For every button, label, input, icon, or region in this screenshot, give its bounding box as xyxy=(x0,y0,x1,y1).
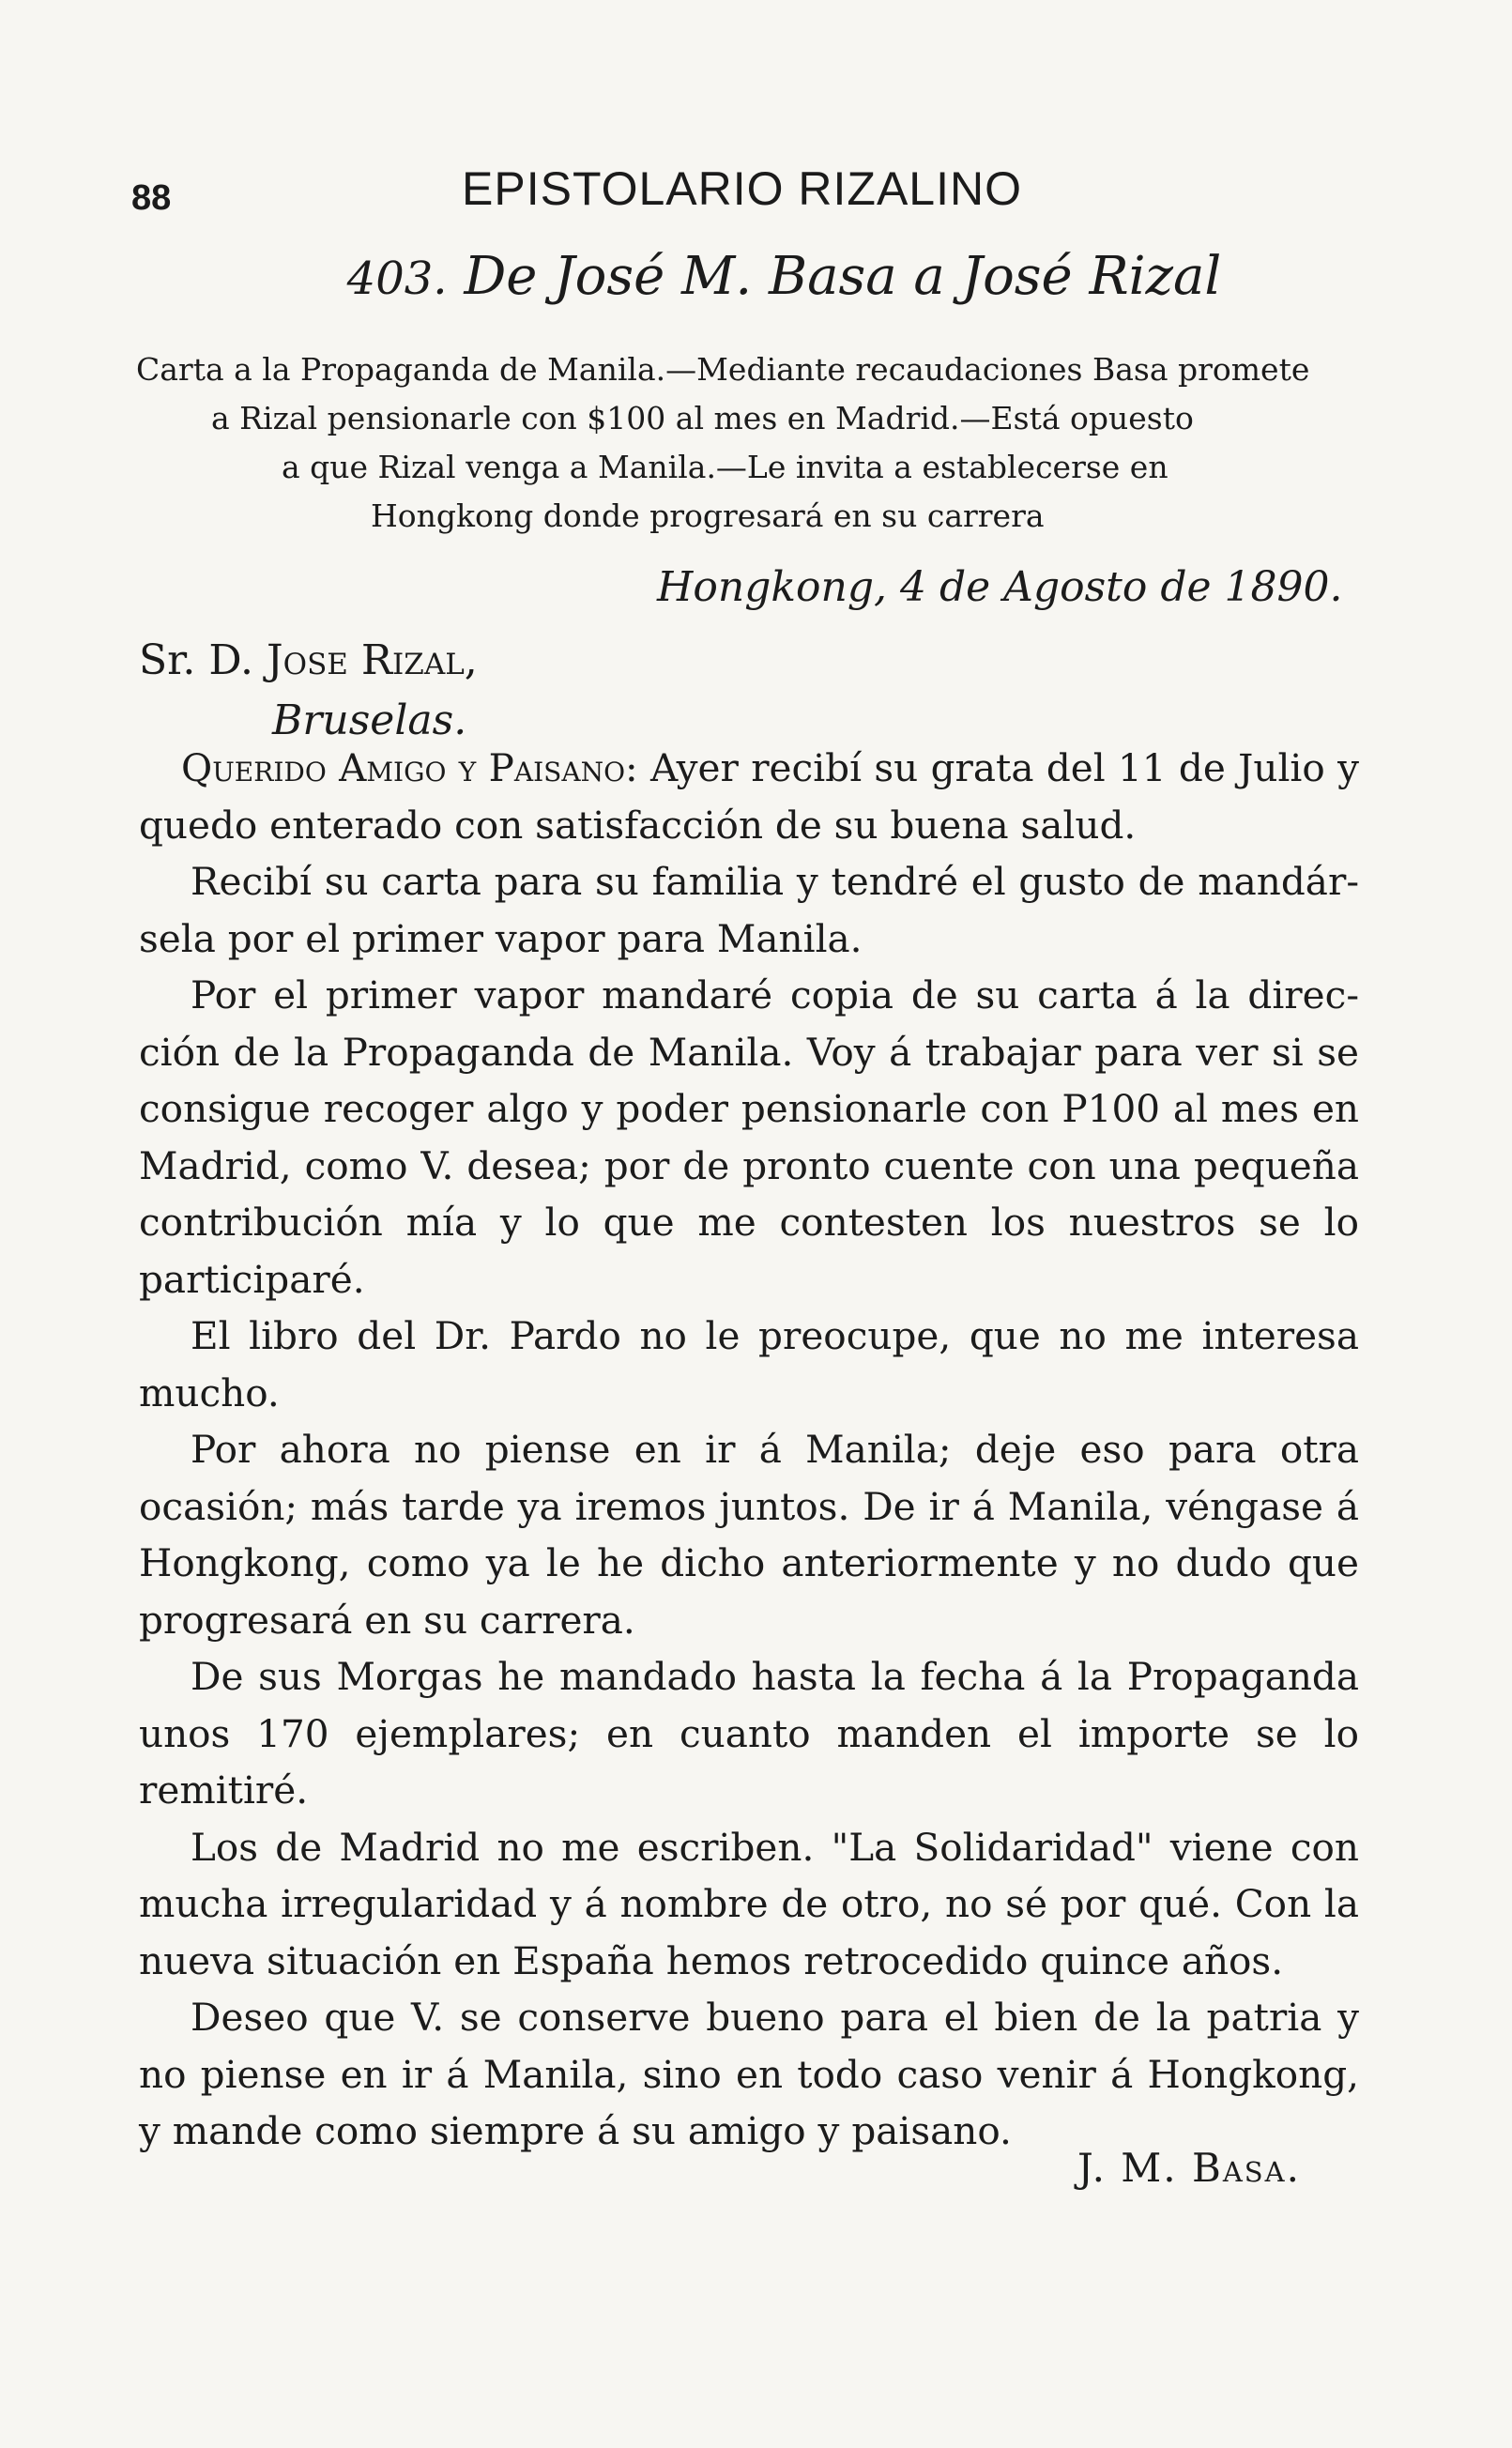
page-number: 88 xyxy=(131,178,172,218)
dateline: Hongkong, 4 de Agosto de 1890. xyxy=(657,563,1343,611)
letter-summary xyxy=(136,345,1366,541)
summary-line: a Rizal pensionarle con $100 al mes en Madrid.—Está opuesto xyxy=(211,400,1194,436)
addressee-city: Bruselas. xyxy=(272,696,467,744)
paragraph: Por ahora no piense en ir á Manila; deje eso para otra ocasión; más tarde ya iremos juntos. De ir á Manila, véngase á Hongkong, como ya le he dicho anteriormente y no dudo que progresará en su carrera. xyxy=(139,1427,1359,1643)
summary-line: Carta a la Propaganda de Manila.—Mediante recaudaciones Basa promete xyxy=(136,351,1310,388)
paragraph: El libro del Dr. Pardo no le preocupe, que no me interesa mucho. xyxy=(139,1313,1359,1415)
letter-body xyxy=(139,740,1359,2160)
letter-number: 403. xyxy=(346,252,448,305)
addressee-name: Jose Rizal, xyxy=(267,636,478,684)
summary-line: a que Rizal venga a Manila.—Le invita a establecerse en xyxy=(282,449,1168,485)
letter-heading xyxy=(0,246,1512,307)
paragraph: Por el primer vapor mandaré copia de su carta á la dirección de la Propaganda de Manila. Voy á trabajar para ver si se consigue recoger algo y poder pensionarle con P100 al mes en Madrid, como V. desea; por de pronto cuente con una pequeña contribución mía y lo que me contesten los nuestros se lo participaré. xyxy=(139,972,1359,1302)
letter-title: De José M. Basa a José Rizal xyxy=(464,246,1222,307)
paragraph xyxy=(139,740,1359,853)
addressee xyxy=(139,631,478,751)
addressee-prefix: Sr. D. xyxy=(139,636,254,684)
paragraph: Deseo que V. se conserve bueno para el bien de la patria y no piense en ir á Manila, sino en todo caso venir á Hongkong, y mande como siempre á su amigo y paisano. xyxy=(139,1995,1359,2153)
paragraph: Los de Madrid no me escriben. "La Solidaridad" viene con mucha irregularidad y á nombre de otro, no sé por qué. Con la nueva situación en España hemos retrocedido quince años. xyxy=(139,1824,1359,1983)
signature: J. M. Basa. xyxy=(1077,2145,1301,2191)
running-title: EPISTOLARIO RIZALINO xyxy=(462,162,1023,215)
paragraph: Recibí su carta para su familia y tendré el gusto de mandársela por el primer vapor para Manila. xyxy=(139,859,1359,961)
paragraph-text: Ayer recibí su grata del 11 de Julio y quedo enterado con satisfacción de su buena salud. xyxy=(139,745,1359,848)
summary-line: Hongkong donde progresará en su carrera xyxy=(371,497,1045,534)
salutation: Querido Amigo y Paisano: xyxy=(181,745,638,790)
paragraph: De sus Morgas he mandado hasta la fecha á la Propaganda unos 170 ejemplares; en cuanto manden el importe se lo remitiré. xyxy=(139,1654,1359,1813)
running-header xyxy=(131,158,1370,233)
